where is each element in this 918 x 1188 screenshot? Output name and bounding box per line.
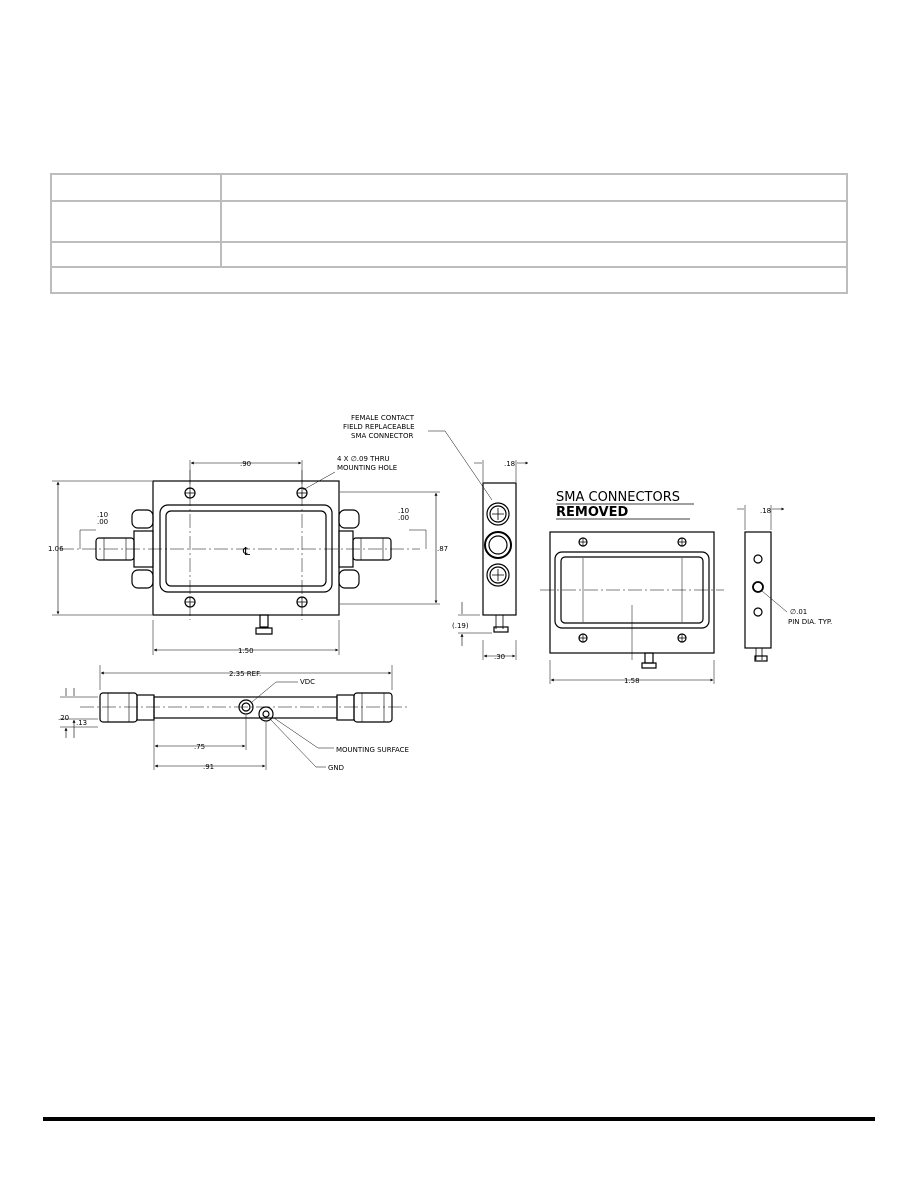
centerline-symbol: ℄	[243, 545, 251, 558]
bottom-dim-vdc: .75	[194, 743, 206, 751]
removed-dim-width: 1.58	[624, 677, 640, 685]
right-side-view	[737, 505, 787, 661]
connector-note: FIELD REPLACEABLE	[343, 423, 415, 431]
side-dim-thickness: .18	[504, 460, 516, 468]
connector-face-icon	[487, 503, 509, 525]
pin-icon	[755, 648, 767, 661]
pin-note: ∅.01	[790, 608, 808, 616]
removed-title: SMA CONNECTORS	[556, 490, 681, 505]
bottom-dim-overall: 2.35 REF.	[229, 670, 262, 678]
connector-note: FEMALE CONTACT	[351, 414, 415, 422]
front-dim-right-upper: .10	[398, 507, 410, 515]
connector-nut-icon	[339, 570, 359, 588]
right-dim-thickness: .18	[760, 507, 772, 515]
connector-face-icon	[487, 564, 509, 586]
mounting-hole-icon	[678, 538, 686, 546]
front-dim-right-lower: .00	[398, 514, 410, 522]
front-dim-inner-height: .87	[437, 545, 449, 553]
pin-icon	[642, 653, 656, 668]
bottom-dim-gnd: .91	[203, 763, 215, 771]
mounting-hole-icon	[579, 538, 587, 546]
pin-icon	[256, 615, 272, 634]
bottom-view	[60, 665, 410, 770]
sma-connector-icon	[100, 693, 137, 722]
bottom-dim-left-upper: .20	[58, 714, 70, 722]
pin-hole-icon	[754, 608, 762, 616]
bottom-dim-left-lower: .13	[76, 719, 88, 727]
hole-note: MOUNTING HOLE	[337, 464, 398, 472]
removed-title-bold: REMOVED	[556, 505, 629, 520]
mounting-hole-icon	[678, 634, 686, 642]
front-dim-width: 1.50	[238, 647, 254, 655]
connector-nut-icon	[339, 510, 359, 528]
vdc-label: VDC	[300, 678, 316, 686]
connector-face-icon	[485, 532, 511, 558]
pin-icon	[494, 615, 508, 632]
connector-nut-icon	[132, 510, 153, 528]
side-dim-pin-offset: (.19)	[452, 622, 469, 630]
sma-connector-icon	[354, 693, 392, 722]
front-dim-left-lower: .00	[97, 518, 109, 526]
footer-rule	[43, 1117, 875, 1121]
mounting-surface-label: MOUNTING SURFACE	[336, 746, 409, 754]
pin-hole-icon	[753, 582, 763, 592]
gnd-label: GND	[328, 764, 345, 772]
right-side-body-outline	[745, 532, 771, 648]
front-dim-left-upper: .10	[97, 511, 109, 519]
front-dim-height: 1.06	[48, 545, 64, 553]
front-dim-top: .90	[240, 460, 252, 468]
mounting-hole-icon	[579, 634, 587, 642]
connector-nut-icon	[132, 570, 153, 588]
connector-note: SMA CONNECTOR	[351, 432, 414, 440]
side-dim-depth: .30	[494, 653, 506, 661]
removed-view	[540, 504, 724, 684]
pin-note: PIN DIA. TYP.	[788, 618, 833, 626]
pin-hole-icon	[754, 555, 762, 563]
hole-note: 4 X ∅.09 THRU	[337, 455, 390, 463]
gnd-pin-icon	[259, 707, 273, 721]
